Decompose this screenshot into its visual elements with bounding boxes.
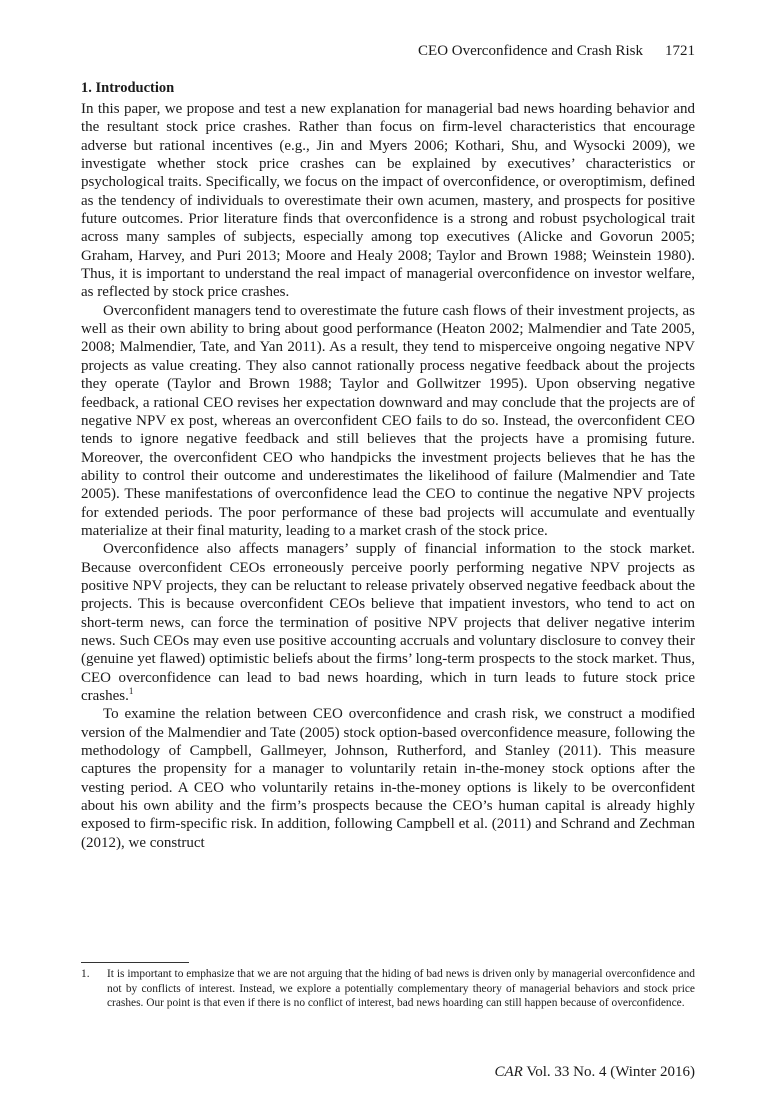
paragraph-1: In this paper, we propose and test a new explanation for managerial bad news hoarding behavior and the resultant stock price crashes. Rather than focus on firm-level characteristics that encourage adverse but rational incentives (e.g., Jin and Myers 2006; Kothari, Shu, and Wysocki 2009), we investigate whether stock price crashes can be explained by executives’ characteristics or psychological traits. Specifically, we focus on the impact of overconfidence, or overoptimism, defined as the tendency of individuals to overestimate their own acumen, mastery, and prospects for positive future outcomes. Prior literature finds that overconfidence is a strong and robust psychological trait across many samples of subjects, especially among top executives (Alicke and Govorun 2005; Graham, Harvey, and Puri 2013; Moore and Healy 2008; Taylor and Brown 1988; Weinstein 1980). Thus, it is important to understand the real impact of managerial overconfidence on investor welfare, as reflected by stock price crashes. bbox=[81, 101, 695, 301]
journal-name: CAR bbox=[494, 1064, 523, 1080]
paragraph-2: Overconfident managers tend to overestimate the future cash flows of their investment projects, as well as their own ability to bring about good performance (Heaton 2002; Malmendier and Tate 2005, 2008; Malmendier, Tate, and Yan 2011). As a result, they tend to misperceive ongoing negative NPV projects as value creating. They also cannot rationally process negative feedback about the projects they operate (Taylor and Brown 1988; Taylor and Gollwitzer 1995). Upon observing negative feedback, a rational CEO revises her expectation downward and may conclude that the projects are of negative NPV ex post, whereas an overconfident CEO fails to do so. Instead, the overconfident CEO tends to ignore negative feedback and still believes that the projects have a promising future. Moreover, the overconfident CEO who handpicks the investment projects believes that he has the ability to control their outcome and underestimates the likelihood of failure (Malmendier and Tate 2005). These manifestations of overconfidence lead the CEO to continue the negative NPV projects for extended periods. The poor performance of these bad projects will accumulate and eventually materialize at their final maturity, leading to a market crash of the stock price. bbox=[81, 302, 695, 539]
paragraph-3 bbox=[81, 540, 695, 705]
page-number: 1721 bbox=[665, 43, 695, 59]
journal-issue: Vol. 33 No. 4 (Winter 2016) bbox=[526, 1064, 695, 1080]
article-page bbox=[81, 0, 695, 1120]
footnote bbox=[81, 967, 695, 1011]
body-text bbox=[81, 100, 695, 852]
footnote-divider bbox=[81, 962, 189, 963]
running-head-title: CEO Overconfidence and Crash Risk bbox=[418, 43, 643, 59]
footnote-text: It is important to emphasize that we are not arguing that the hiding of bad news is driven only by managerial overconfidence and not by conflicts of interest. Instead, we explore a potentially complementary theory of managerial behaviors and stock price crashes. Our point is that even if there is no conflict of interest, bad news hoarding can still happen because of overconfidence. bbox=[107, 968, 695, 1009]
running-head bbox=[418, 43, 695, 60]
footnote-number: 1. bbox=[81, 968, 90, 980]
footnote-marker[interactable]: 1 bbox=[128, 686, 134, 696]
paragraph-4: To examine the relation between CEO overconfidence and crash risk, we construct a modified version of the Malmendier and Tate (2005) stock option-based overconfidence measure, following the methodology of Campbell, Gallmeyer, Johnson, Rutherford, and Stanley (2011). This measure captures the propensity for a manager to voluntarily retain in-the-money stock options after the vesting period. A CEO who voluntarily retains in-the-money options is likely to be overconfident about his own ability and the firm’s prospects because the CEO’s human capital is already highly exposed to firm-specific risk. In addition, following Campbell et al. (2011) and Schrand and Zechman (2012), we construct bbox=[81, 706, 695, 851]
section-heading: 1. Introduction bbox=[81, 80, 175, 96]
paragraph-3-text: Overconfidence also affects managers’ supply of financial information to the stock market. Because overconfident CEOs erroneously perceive poorly performing negative NPV projects as positive NPV projects, they can be reluctant to release privately observed negative feedback about the projects. This is because overconfident CEOs believe that impatient investors, who tend to act on short-term news, can force the termination of positive NPV projects that deliver negative interim news. Such CEOs may even use positive accounting accruals and voluntary disclosure to convey their (genuine yet flawed) optimistic beliefs about the firms’ long-term prospects to the stock market. Thus, CEO overconfidence can lead to bad news hoarding, which in turn leads to future stock price crashes. bbox=[81, 541, 695, 704]
running-foot bbox=[494, 1064, 695, 1081]
